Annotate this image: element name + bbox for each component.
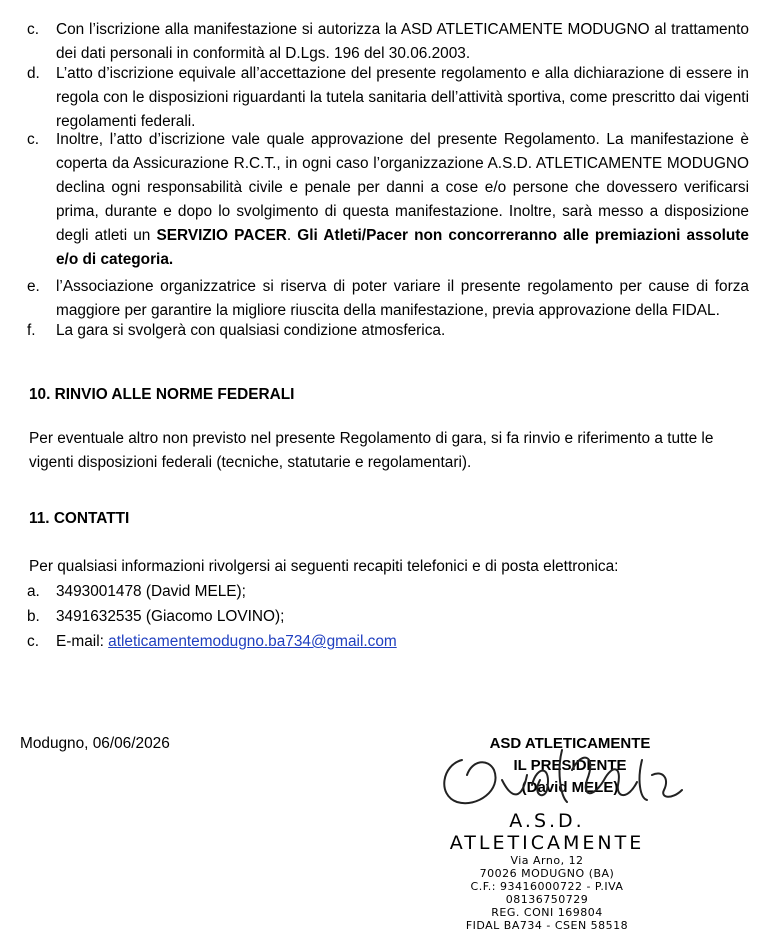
- item-marker: f.: [27, 322, 36, 339]
- item-marker: c.: [27, 633, 39, 650]
- stamp-fidal: FIDAL BA734 - CSEN 58518: [465, 919, 629, 932]
- stamp-coni: REG. CONI 169804: [491, 906, 603, 919]
- phone-mele: 3493001478 (David MELE);: [56, 583, 246, 600]
- signature-org: ASD ATLETICAMENTE: [489, 735, 651, 752]
- section-heading-11: 11. CONTATTI: [29, 510, 130, 527]
- section-10-text: Per eventuale altro non previsto nel presente Regolamento di gara, si fa rinvio e riferimento a tutte le vigenti disposizioni federali (tecniche, statutarie e regolamentari).: [29, 430, 714, 471]
- contact-item-mele: [27, 580, 246, 604]
- handwritten-signature: [432, 740, 692, 820]
- place-date: Modugno, 06/06/2026: [20, 735, 170, 752]
- item-text: l’Associazione organizzatrice si riserva di poter variare il presente regolamento per cause di forza maggiore per garantire la migliore riuscita della manifestazione, previa approvazione della FIDAL.: [56, 278, 749, 319]
- list-item-weather: [27, 319, 749, 343]
- pacer-note: Gli Atleti/Pacer non concorreranno alle premiazioni assolute e/o di categoria.: [56, 227, 749, 268]
- item-text: Inoltre, l’atto d’iscrizione vale quale approvazione del presente Regolamento. La manifestazione è coperta da Assicurazione R.C.T., in ogni caso l’organizzazione A.S.D. ATLETICAMENTE MODUGNO declina ogni responsabilità civile e penale per danni a cose e/o persone che dovessero verificarsi prima, durante e dopo lo svolgimento di questa manifestazione. Inoltre, sarà messo a disposizione degli atleti un SERVIZIO PACER. Gli Atleti/Pacer non concorreranno alle premiazioni assolute e/o di categoria.: [56, 131, 749, 268]
- signature-role: IL PRESIDENTE: [513, 757, 627, 774]
- list-item-consent: [27, 18, 749, 66]
- item-marker: d.: [27, 65, 40, 82]
- item-marker: b.: [27, 608, 40, 625]
- contact-item-email: [27, 630, 397, 654]
- phone-lovino: 3491632535 (Giacomo LOVINO);: [56, 608, 285, 625]
- item-marker: e.: [27, 278, 40, 295]
- list-item-insurance: [27, 128, 749, 272]
- item-text: La gara si svolgerà con qualsiasi condizione atmosferica.: [56, 322, 446, 339]
- item-text: L’atto d’iscrizione equivale all’accettazione del presente regolamento e alla dichiarazione di essere in regola con le disposizioni riguardanti la tutela sanitaria dell’attività sportiva, come prescritto dai vigenti regolamenti federali.: [56, 65, 749, 130]
- pacer-service: SERVIZIO PACER: [156, 227, 287, 244]
- stamp-address: Via Arno, 12: [510, 854, 584, 867]
- signature-name: (David MELE): [521, 779, 619, 796]
- association-stamp: [432, 810, 662, 932]
- stamp-title: A.S.D. ATLETICAMENTE: [449, 810, 645, 854]
- item-marker: c.: [27, 21, 39, 38]
- stamp-tax-ids: C.F.: 93416000722 - P.IVA 08136750729: [470, 880, 624, 906]
- item-text: Con l’iscrizione alla manifestazione si autorizza la ASD ATLETICAMENTE MODUGNO al trattamento dei dati personali in conformità al D.Lgs. 196 del 30.06.2003.: [56, 21, 749, 62]
- item-marker: a.: [27, 583, 40, 600]
- contact-item-lovino: [27, 605, 284, 629]
- email-link[interactable]: atleticamentemodugno.ba734@gmail.com: [108, 633, 397, 650]
- list-item-changes: [27, 275, 749, 323]
- section-heading-10: 10. RINVIO ALLE NORME FEDERALI: [29, 386, 295, 403]
- email-label: E-mail:: [56, 633, 109, 650]
- list-item-acceptance: [27, 62, 749, 134]
- contacts-intro: Per qualsiasi informazioni rivolgersi ai seguenti recapiti telefonici e di posta elettronica:: [29, 558, 619, 575]
- stamp-city: 70026 MODUGNO (BA): [479, 867, 615, 880]
- item-marker: c.: [27, 131, 39, 148]
